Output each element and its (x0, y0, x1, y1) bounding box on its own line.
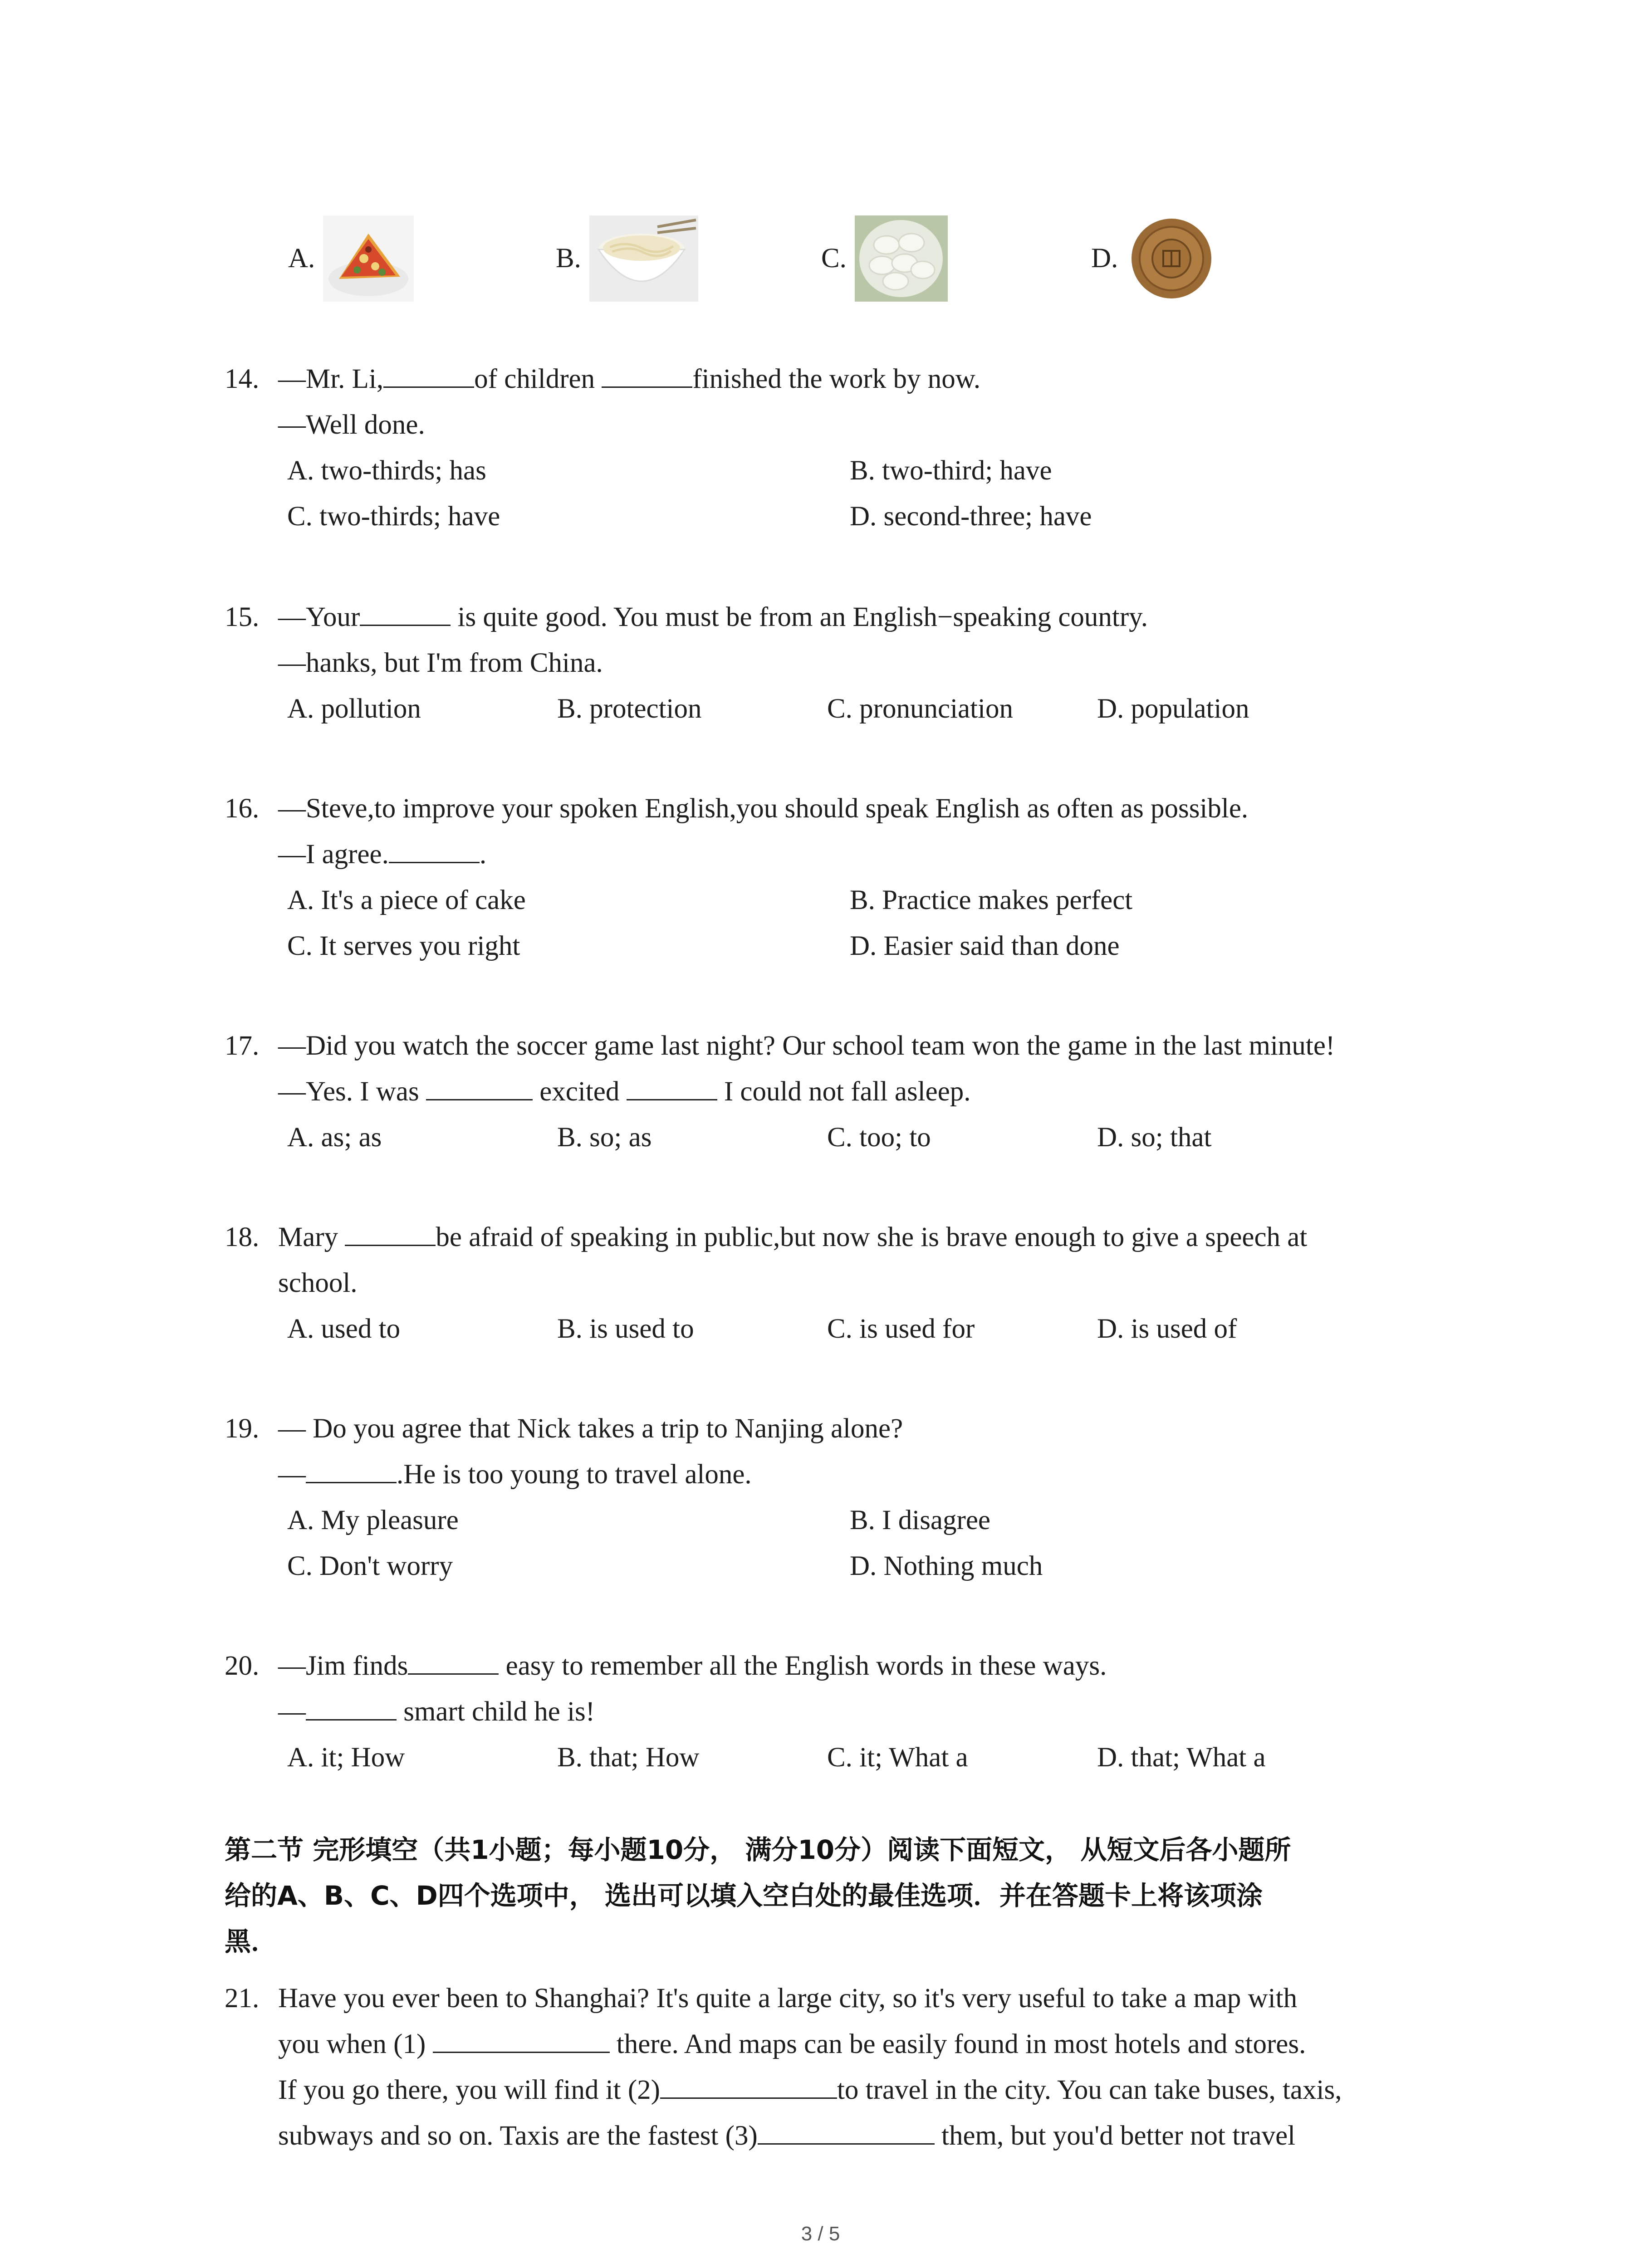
question-stem: —Steve,to improve your spoken English,you should speak English as often as possible. (278, 793, 1249, 824)
option-d[interactable]: D. Easier said than done (850, 931, 1120, 961)
option-d[interactable]: D. that; What a (1097, 1742, 1266, 1773)
option-c[interactable]: C. is used for (827, 1314, 975, 1344)
option-b[interactable]: B. two-third; have (850, 455, 1052, 486)
option-d[interactable]: D. second-three; have (850, 501, 1092, 532)
option-b[interactable]: B. I disagree (850, 1505, 990, 1535)
answer-blank (758, 2117, 935, 2145)
option-d[interactable] (1091, 213, 1217, 304)
option-c[interactable]: C. too; to (827, 1122, 931, 1153)
question-14 (225, 356, 1459, 539)
question-response: — smart child he is! (278, 1689, 1459, 1735)
option-a[interactable] (288, 213, 414, 304)
question-stem-continued: school. (278, 1268, 358, 1298)
question-stem: — Do you agree that Nick takes a trip to Nanjing alone? (278, 1413, 903, 1444)
passage-line: you when (1) there. And maps can be easily found in most hotels and stores. (278, 2019, 1459, 2065)
question-number: 20. (225, 1651, 260, 1681)
section-heading-line: 给的A、B、C、D四个选项中， 选出可以填入空白处的最佳选项．并在答题卡上将该项涂 (225, 1880, 1263, 1911)
option-a[interactable]: A. pollution (287, 694, 421, 724)
question-response: — .He is too young to travel alone. (278, 1452, 1459, 1497)
option-letter: B. (556, 243, 581, 274)
noodles-bowl-icon (589, 215, 698, 302)
option-a[interactable]: A. used to (287, 1314, 401, 1344)
answer-blank (306, 1693, 397, 1721)
question-17 (225, 1023, 1459, 1160)
dumplings-icon (855, 215, 948, 302)
options-row (287, 877, 1459, 923)
section-heading-line: 黑． (225, 1926, 278, 1957)
option-c[interactable]: C. it; What a (827, 1742, 968, 1773)
option-letter: C. (821, 243, 847, 274)
question-stem: —Your is quite good. You must be from an English−speaking country. (278, 594, 1459, 640)
option-letter: D. (1091, 243, 1118, 274)
page-number: 3 / 5 (801, 2223, 840, 2245)
option-b[interactable]: B. protection (557, 694, 702, 724)
option-a[interactable]: A. it; How (287, 1742, 405, 1773)
question-stem: —Jim finds easy to remember all the English words in these ways. (278, 1643, 1459, 1689)
answer-blank (602, 360, 692, 388)
section-heading-line: 第二节 完形填空（共1小题；每小题10分， 满分10分）阅读下面短文， 从短文后各小题所 (225, 1834, 1291, 1865)
question-stem: Mary be afraid of speaking in public,but now she is brave enough to give a speech at (278, 1214, 1459, 1260)
option-letter: A. (288, 243, 315, 274)
answer-blank (345, 1218, 436, 1246)
option-a[interactable]: A. My pleasure (287, 1505, 459, 1535)
option-b[interactable] (556, 213, 698, 304)
question-response: —I agree. . (278, 831, 1459, 877)
option-d[interactable]: D. Nothing much (850, 1551, 1043, 1581)
option-a[interactable]: A. It's a piece of cake (287, 885, 526, 915)
option-c[interactable]: C. two-thirds; have (287, 501, 500, 532)
answer-blank (660, 2071, 837, 2099)
question-number: 21. (225, 1983, 260, 2014)
options-row (287, 1306, 1459, 1352)
pizza-icon (323, 215, 414, 302)
options-row (287, 494, 1459, 539)
option-c[interactable]: C. pronunciation (827, 694, 1013, 724)
question-16 (225, 786, 1459, 969)
option-b[interactable]: B. that; How (557, 1742, 700, 1773)
question-19 (225, 1406, 1459, 1589)
option-d[interactable]: D. population (1097, 694, 1249, 724)
question-response: —hanks, but I'm from China. (278, 648, 603, 678)
mooncake-icon (1126, 215, 1217, 302)
question-number: 16. (225, 793, 260, 824)
options-row (287, 1735, 1459, 1780)
option-c[interactable] (821, 213, 948, 304)
question-response: —Well done. (278, 410, 425, 440)
question-response: —Yes. I was excited I could not fall asleep. (278, 1069, 1459, 1114)
question-18 (225, 1214, 1459, 1352)
question-stem: —Mr. Li, of children finished the work by now. (278, 356, 1459, 402)
option-d[interactable]: D. is used of (1097, 1314, 1237, 1344)
q13-image-options (0, 213, 1641, 304)
options-row (287, 686, 1459, 732)
question-15 (225, 594, 1459, 732)
option-a[interactable]: A. as; as (287, 1122, 382, 1153)
answer-blank (389, 836, 480, 863)
passage-line: Have you ever been to Shanghai? It's quite a large city, so it's very useful to take a map with (278, 1983, 1298, 2014)
section-heading (225, 1827, 1459, 1965)
options-row (287, 448, 1459, 494)
option-b[interactable]: B. is used to (557, 1314, 694, 1344)
answer-blank (627, 1073, 717, 1100)
options-row (287, 1497, 1459, 1543)
cloze-passage (225, 1973, 1459, 2156)
options-row (287, 923, 1459, 969)
question-number: 19. (225, 1413, 260, 1444)
answer-blank (408, 1647, 499, 1675)
passage-line: If you go there, you will find it (2) to travel in the city. You can take buses, taxis, (278, 2065, 1459, 2111)
answer-blank (383, 360, 474, 388)
passage-line: subways and so on. Taxis are the fastest (3) them, but you'd better not travel (278, 2111, 1459, 2156)
options-row (287, 1114, 1459, 1160)
option-c[interactable]: C. Don't worry (287, 1551, 453, 1581)
answer-blank (426, 1073, 533, 1100)
question-number: 17. (225, 1031, 260, 1061)
answer-blank (433, 2025, 610, 2053)
question-20 (225, 1643, 1459, 1780)
options-row (287, 1543, 1459, 1589)
question-number: 18. (225, 1222, 260, 1252)
question-stem: —Did you watch the soccer game last night? Our school team won the game in the last minute! (278, 1031, 1335, 1061)
question-number: 14. (225, 364, 260, 394)
option-b[interactable]: B. so; as (557, 1122, 652, 1153)
option-c[interactable]: C. It serves you right (287, 931, 520, 961)
option-a[interactable]: A. two-thirds; has (287, 455, 486, 486)
answer-blank (306, 1456, 397, 1483)
option-d[interactable]: D. so; that (1097, 1122, 1212, 1153)
question-number: 15. (225, 602, 260, 632)
answer-blank (360, 598, 451, 626)
option-b[interactable]: B. Practice makes perfect (850, 885, 1133, 915)
